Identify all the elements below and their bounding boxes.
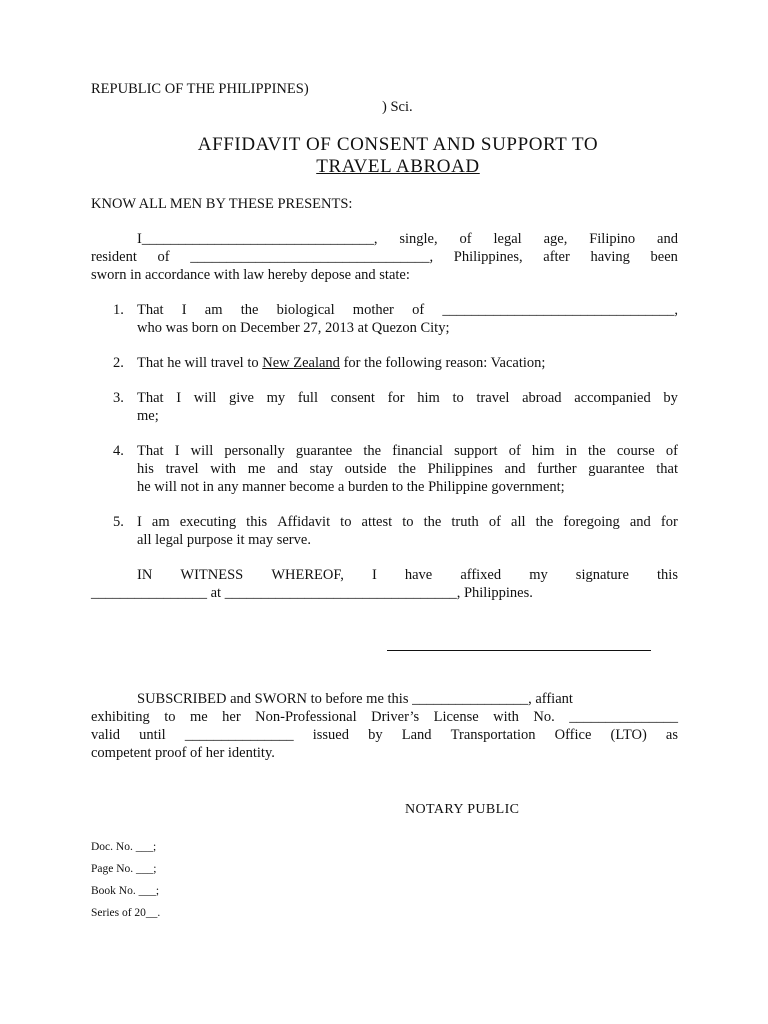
word: (LTO) (610, 727, 647, 743)
item-5-line2: all legal purpose it may serve. (137, 532, 311, 548)
word: Affidavit (277, 514, 331, 530)
doc-number: Doc. No. ___; (91, 841, 157, 853)
book-number: Book No. ___; (91, 885, 160, 897)
word: course (616, 443, 655, 459)
item-2-post: for the following reason: Vacation; (339, 355, 546, 371)
word: I (181, 302, 187, 318)
opening-line3: sworn in accordance with law hereby depose and state: (91, 267, 410, 283)
word: by (368, 727, 383, 743)
word: to (340, 514, 352, 530)
word: IN (137, 567, 153, 583)
word: travel (165, 461, 199, 477)
item-4-line1 (137, 442, 678, 460)
word: for (387, 390, 405, 406)
item-2-line1 (137, 354, 545, 372)
word: the (363, 443, 382, 459)
word: support (454, 443, 498, 459)
word: as (665, 727, 678, 743)
word: of (665, 443, 678, 459)
jurat-line4: competent proof of her identity. (91, 745, 275, 761)
opening-line1 (137, 230, 678, 248)
word: abroad (522, 390, 562, 406)
word: of (488, 514, 501, 530)
word: Land (401, 727, 432, 743)
word: _______________ (184, 727, 294, 743)
word: with (210, 461, 237, 477)
word: am (151, 514, 170, 530)
word: License (433, 709, 479, 725)
word: my (266, 390, 286, 406)
word: the (398, 461, 416, 477)
item-2-destination: New Zealand (262, 355, 340, 371)
item-number: 5. (113, 514, 124, 530)
word: his (137, 461, 154, 477)
word: after (543, 249, 570, 265)
word: No. (533, 709, 555, 725)
series-year: Series of 20__. (91, 907, 161, 919)
word: in (565, 443, 577, 459)
word: give (229, 390, 254, 406)
word: of (157, 249, 170, 265)
word: outside (344, 461, 387, 477)
item-number: 4. (113, 443, 124, 459)
item-number: 2. (113, 355, 124, 371)
item-3-line2: me; (137, 408, 159, 424)
word: issued (312, 727, 349, 743)
word: That (137, 390, 164, 406)
item-1-line1 (137, 301, 678, 319)
page-number: Page No. ___; (91, 863, 157, 875)
item-4-line2 (137, 460, 678, 478)
word: the (240, 302, 259, 318)
word: That (137, 302, 164, 318)
word: Non-Professional (255, 709, 357, 725)
word: travel (476, 390, 510, 406)
word: my (529, 567, 548, 583)
word: full (297, 390, 318, 406)
word: that (656, 461, 678, 477)
word: will (190, 443, 214, 459)
word: I (176, 390, 182, 406)
word: Office (554, 727, 592, 743)
jurat-line2 (91, 708, 678, 726)
word: personally (224, 443, 285, 459)
document-title-line2 (0, 156, 768, 178)
word: me (247, 461, 266, 477)
word: WHEREOF, (271, 567, 344, 583)
word: guarantee (295, 443, 353, 459)
word: Philippines (427, 461, 493, 477)
word: age, (543, 231, 568, 247)
word: to (164, 709, 176, 725)
word: been (650, 249, 678, 265)
word: and (629, 514, 651, 530)
word: to (402, 514, 414, 530)
word: of (508, 443, 521, 459)
word: Filipino (589, 231, 636, 247)
intro-text: KNOW ALL MEN BY THESE PRESENTS: (91, 196, 353, 212)
word: will (193, 390, 217, 406)
word: by (663, 390, 678, 406)
word: I________________________________, (137, 231, 378, 247)
word: resident (91, 249, 137, 265)
word: further (537, 461, 577, 477)
document-title-underlined: TRAVEL ABROAD (316, 156, 480, 177)
word: him (417, 390, 440, 406)
notary-public-label: NOTARY PUBLIC (405, 802, 520, 817)
word: I (371, 567, 377, 583)
witness-line1 (137, 566, 678, 584)
word: guarantee (588, 461, 645, 477)
word: this (246, 514, 268, 530)
word: Driver’s (371, 709, 420, 725)
word: signature (575, 567, 629, 583)
jurat-line3 (91, 726, 678, 744)
word: with (493, 709, 519, 725)
word: all (511, 514, 526, 530)
item-5-line1 (137, 513, 678, 531)
word: this (657, 567, 678, 583)
word: Transportation (450, 727, 536, 743)
word: financial (392, 443, 443, 459)
opening-line2 (91, 248, 678, 266)
word: am (204, 302, 223, 318)
venue-sci: ) Sci. (382, 99, 413, 115)
word: until (139, 727, 166, 743)
word: truth (451, 514, 479, 530)
jurat-line1: SUBSCRIBED and SWORN to before me this ________________, affiant (137, 691, 573, 707)
word: mother (352, 302, 394, 318)
word: for (660, 514, 678, 530)
word: biological (276, 302, 335, 318)
item-4-line3: he will not in any manner become a burden to the Philippine government; (137, 479, 565, 495)
word: have (404, 567, 433, 583)
word: of (412, 302, 425, 318)
word: to (452, 390, 464, 406)
word: executing (179, 514, 237, 530)
word: That (137, 443, 164, 459)
word: her (222, 709, 241, 725)
word: stay (309, 461, 334, 477)
witness-line2: ________________ at ________________________________, Philippines. (91, 585, 533, 601)
item-number: 1. (113, 302, 124, 318)
document-title-line1: AFFIDAVIT OF CONSENT AND SUPPORT TO (197, 134, 599, 155)
word: I (174, 443, 180, 459)
word: attest (361, 514, 393, 530)
signature-line (387, 650, 651, 651)
venue-line: REPUBLIC OF THE PHILIPPINES) (91, 81, 309, 97)
word: the (588, 443, 606, 459)
word: _________________________________, (190, 249, 434, 265)
item-1-line2: who was born on December 27, 2013 at Quezon City; (137, 320, 450, 336)
item-number: 3. (113, 390, 124, 406)
word: foregoing (563, 514, 620, 530)
word: and (657, 231, 678, 247)
word: consent (330, 390, 375, 406)
word: legal (493, 231, 522, 247)
word: and (277, 461, 298, 477)
word: Philippines, (453, 249, 523, 265)
word: me (190, 709, 208, 725)
word: the (423, 514, 442, 530)
word: I (137, 514, 142, 530)
item-3-line1 (137, 389, 678, 407)
word: single, (399, 231, 438, 247)
item-2-pre: That he will travel to (137, 355, 263, 371)
word: the (535, 514, 554, 530)
word: ________________________________, (442, 302, 678, 318)
word: WITNESS (180, 567, 244, 583)
word: of (459, 231, 472, 247)
word: exhibiting (91, 709, 150, 725)
word: and (504, 461, 526, 477)
word: him (531, 443, 555, 459)
word: accompanied (574, 390, 651, 406)
word: affixed (460, 567, 502, 583)
word: _______________ (569, 709, 678, 725)
word: having (590, 249, 630, 265)
word: valid (91, 727, 120, 743)
